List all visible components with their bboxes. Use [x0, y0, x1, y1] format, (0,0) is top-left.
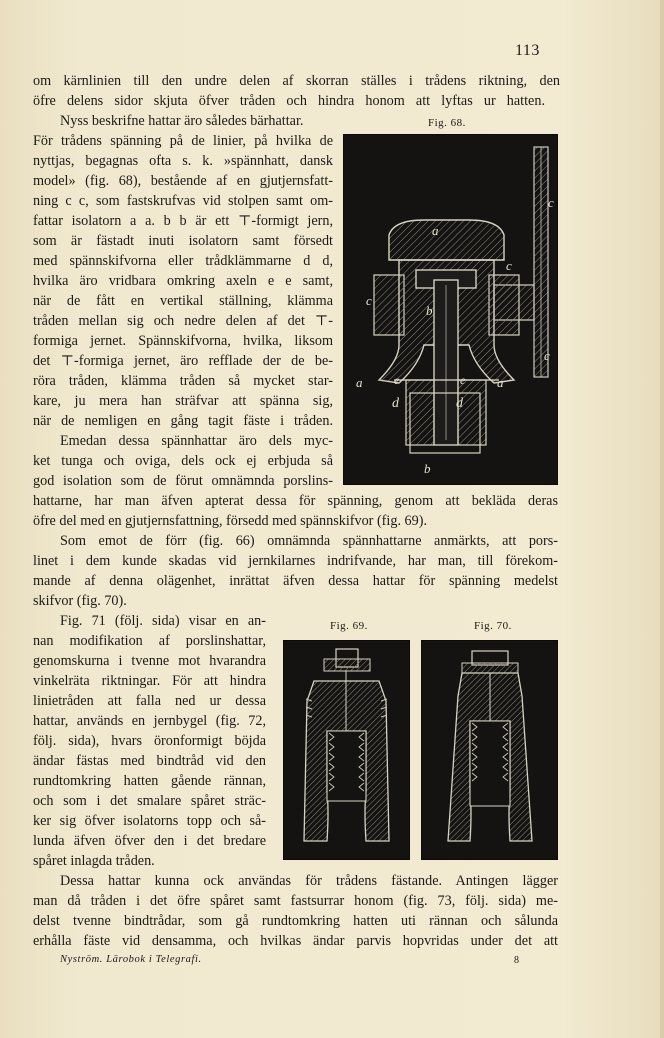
text-line: mande af denna olägenhet, inrättat äfven dessa hattar för spänning medelst [33, 573, 558, 589]
fig68-drawing [343, 134, 558, 485]
fig68-letter-c: c [544, 348, 550, 363]
fig68-letter-b: b [424, 461, 431, 476]
text-line: ning c c, som fastskrufvas vid stolpen samt om- [33, 193, 333, 209]
text-line: vinkelräta riktningar. För att hindra [33, 673, 266, 689]
text-line: tråden mellan sig och nedre delen af det ⊤- [33, 313, 333, 329]
fig68-letter-a: a [497, 375, 504, 390]
text-line: kare, ju mera han sträfvar att spänna sig, [33, 393, 333, 409]
text-line: genomskurna i tvenne mot hvarandra [33, 653, 266, 669]
text-line: spåret inlagda tråden. [33, 853, 155, 869]
text-line: Fig. 71 (följ. sida) visar en an- [60, 613, 266, 629]
sheet-number: 8 [514, 955, 519, 966]
footer-signature: Nyström. Lärobok i Telegrafi. [60, 954, 202, 965]
fig70-caption: Fig. 70. [474, 620, 512, 632]
text-line: Som emot de förr (fig. 66) omnämnda spännhattarne anmärkts, att pors- [60, 533, 558, 549]
text-line: hvilka äro vridbara omkring axeln e e samt, [33, 273, 333, 289]
text-line: linietråden att falla ned ur dessa [33, 693, 266, 709]
text-line: det ⊤-formiga jernet, äro refflade der de be- [33, 353, 333, 369]
text-line: skifvor (fig. 70). [33, 593, 127, 609]
fig68-svg [344, 135, 557, 484]
text-line: formiga jernet. Spännskifvorna, hvilka, liksom [33, 333, 333, 349]
text-line: nyttjas, begagnas ofta s. k. »spännhatt, dansk [33, 153, 333, 169]
fig68-letter-c: c [506, 258, 512, 273]
text-line: med spännskifvorna eller trådklämmarne d d, [33, 253, 333, 269]
text-line: lunda äfven öfver den i det bredare [33, 833, 266, 849]
text-line: fattar isolatorn a a. b b är ett ⊤-formigt jern, [33, 213, 333, 229]
text-line: hattar, används en jernbygel (fig. 72, [33, 713, 266, 729]
fig68-letter-a: a [432, 223, 439, 238]
text-line: öfre del med en gjutjernsfattning, försedd med spännskifvor (fig. 69). [33, 513, 427, 529]
text-line: ker sig öfver isolatorns topp och så- [33, 813, 266, 829]
text-line: om kärnlinien till den undre delen af skorran ställes i trådens riktning, den [33, 73, 560, 89]
page-edge [660, 0, 664, 1038]
fig68-letter-c: c [548, 195, 554, 210]
fig68-caption: Fig. 68. [428, 117, 466, 129]
fig68-letter-d: d [392, 396, 399, 411]
fig69-drawing [283, 640, 410, 860]
fig68-letter-d: d [456, 396, 463, 411]
text-line: delst tvenne bindtrådar, som gå rundtomkring hatten uti rännan och sålunda [33, 913, 558, 929]
text-line: erhålla fäste vid densamma, och hvilkas ändar parvis hopvridas under det att [33, 933, 558, 949]
text-line: linet i dem kunde skadas vid jernkilarnes indrifvande, har man, till förekom- [33, 553, 558, 569]
text-line: För trådens spänning på de linier, på hvilka de [33, 133, 333, 149]
fig68-letter-e: e [394, 373, 400, 387]
fig68-letter-a: a [356, 375, 363, 390]
text-line: Dessa hattar kunna ock användas för trådens fästande. Antingen lägger [60, 873, 558, 889]
text-line: nan modifikation af porslinshattar, [33, 633, 266, 649]
page-number: 113 [515, 42, 540, 59]
fig69-svg [284, 641, 409, 859]
text-line: när de nemligen en gång tagit fäste i tråden. [33, 413, 333, 429]
fig69-caption: Fig. 69. [330, 620, 368, 632]
text-line: och som i det smalare spåret sträc- [33, 793, 266, 809]
text-line: god isolation som de förut omnämnda porslins- [33, 473, 333, 489]
text-line: rundtomkring hatten gående rännan, [33, 773, 266, 789]
text-line: model» (fig. 68), bestående af en gjutjernsfatt- [33, 173, 333, 189]
text-line: man då tråden i det öfre spåret samt fastsurrar honom (fig. 73, följ. sida) me- [33, 893, 558, 909]
text-line: Emedan dessa spännhattar äro dels myc- [60, 433, 333, 449]
text-line: öfre delens sidor skjuta öfver tråden och hindra honom att lyftas ur hatten. [33, 93, 545, 109]
text-line: Nyss beskrifne hattar äro således bärhattar. [60, 113, 304, 129]
text-line: ändar fästas med bindtråd vid den [33, 753, 266, 769]
text-line: ket tunga och oviga, dels ock ej erbjuda så [33, 453, 333, 469]
text-line: som är fästadt inuti isolatorn samt försedt [33, 233, 333, 249]
text-line: när de fått en vertikal ställning, klämma [33, 293, 333, 309]
fig68-letter-c: c [366, 293, 372, 308]
text-line: röra tråden, klämma tråden så mycket star- [33, 373, 333, 389]
fig70-svg [422, 641, 557, 859]
fig68-letter-e: e [460, 373, 466, 387]
text-line: följ. sida), hvars öronformigt böjda [33, 733, 266, 749]
text-line: hattarne, har man äfven apterat dessa för spänning, genom att bekläda deras [33, 493, 558, 509]
fig70-drawing [421, 640, 558, 860]
fig68-letter-b: b [426, 303, 433, 318]
